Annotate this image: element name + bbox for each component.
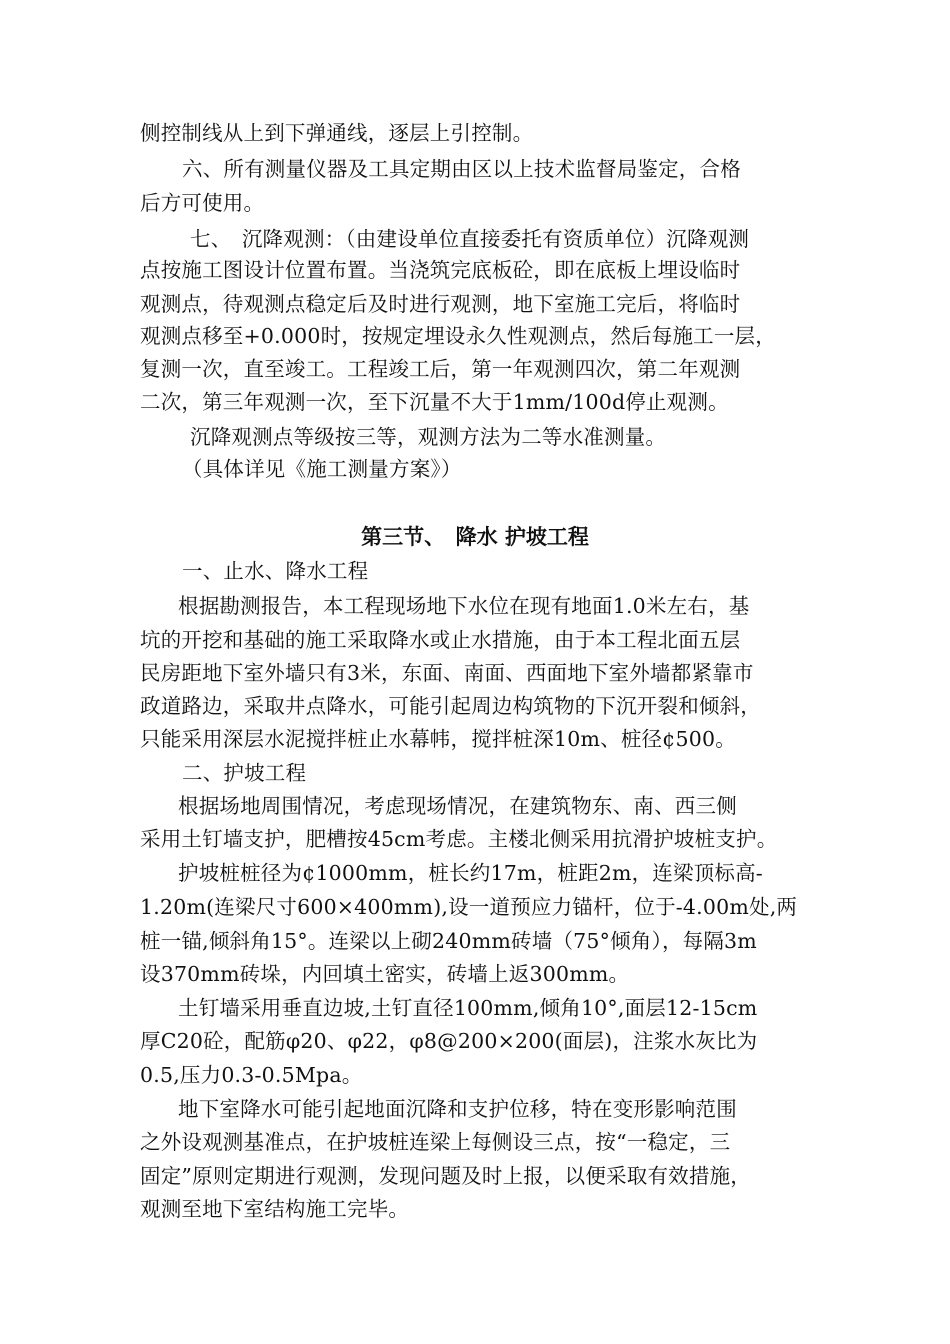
text-line: 地下室降水可能引起地面沉降和支护位移，特在变形影响范围 xyxy=(178,1097,737,1121)
text-line: 固定”原则定期进行观测，发现问题及时上报，以便采取有效措施， xyxy=(140,1164,751,1188)
text-line: 政道路边，采取井点降水，可能引起周边构筑物的下沉开裂和倾斜， xyxy=(140,694,761,718)
text-line: 复测一次，直至竣工。工程竣工后，第一年观测四次，第二年观测 xyxy=(140,357,741,381)
text-line: 坑的开挖和基础的施工采取降水或止水措施，由于本工程北面五层 xyxy=(140,628,741,652)
text-line: 侧控制线从上到下弹通线，逐层上引控制。 xyxy=(140,121,534,145)
text-line: 二次，第三年观测一次，至下沉量不大于1mm/100d停止观测。 xyxy=(140,390,729,414)
section-heading: 第三节、 降水 护坡工程 xyxy=(361,525,589,549)
text-line: 设370mm砖垛，内回填土密实，砖墙上返300mm。 xyxy=(140,962,630,986)
text-line: 观测至地下室结构施工完毕。 xyxy=(140,1197,410,1221)
text-line: 0.5,压力0.3-0.5Mpa。 xyxy=(140,1063,363,1087)
text-line: 之外设观测基准点，在护坡桩连梁上每侧设三点，按“一稳定，三 xyxy=(140,1130,731,1154)
text-line: 沉降观测点等级按三等，观测方法为二等水准测量。 xyxy=(190,425,667,449)
text-line: 1.20m(连梁尺寸600×400mm),设一道预应力锚杆，位于-4.00m处,两 xyxy=(140,895,798,919)
text-line: 后方可使用。 xyxy=(140,191,265,215)
text-line: 根据场地周围情况，考虑现场情况，在建筑物东、南、西三侧 xyxy=(178,794,737,818)
text-line: （具体详见《施工测量方案》） xyxy=(182,457,462,481)
text-line: 七、 沉降观测：（由建设单位直接委托有资质单位）沉降观测 xyxy=(190,227,750,251)
text-line: 一、止水、降水工程 xyxy=(182,559,369,583)
text-line: 二、护坡工程 xyxy=(182,761,307,785)
text-line: 护坡桩桩径为¢1000mm，桩长约17m，桩距2m，连梁顶标高- xyxy=(178,861,763,885)
text-line: 点按施工图设计位置布置。当浇筑完底板砼，即在底板上埋设临时 xyxy=(140,258,741,282)
text-line: 只能采用深层水泥搅拌桩止水幕帏，搅拌桩深10m、桩径¢500。 xyxy=(140,727,736,751)
text-line: 根据勘测报告，本工程现场地下水位在现有地面1.0米左右，基 xyxy=(178,594,750,618)
text-line: 厚C20砼，配筋φ20、φ22，φ8@200×200(面层)，注浆水灰比为 xyxy=(140,1029,758,1053)
text-line: 六、所有测量仪器及工具定期由区以上技术监督局鉴定，合格 xyxy=(182,157,741,181)
text-line: 采用土钉墙支护，肥槽按45cm考虑。主楼北侧采用抗滑护坡桩支护。 xyxy=(140,827,778,851)
text-line: 土钉墙采用垂直边坡,土钉直径100mm,倾角10°,面层12-15cm xyxy=(178,996,758,1020)
text-line: 观测点，待观测点稳定后及时进行观测，地下室施工完后，将临时 xyxy=(140,292,741,316)
text-line: 观测点移至+0.000时，按规定埋设永久性观测点，然后每施工一层， xyxy=(140,324,776,348)
text-line: 桩一锚,倾斜角15°。连梁以上砌240mm砖墙（75°倾角），每隔3m xyxy=(140,929,757,953)
text-line: 民房距地下室外墙只有3米，东面、南面、西面地下室外墙都紧靠市 xyxy=(140,661,754,685)
